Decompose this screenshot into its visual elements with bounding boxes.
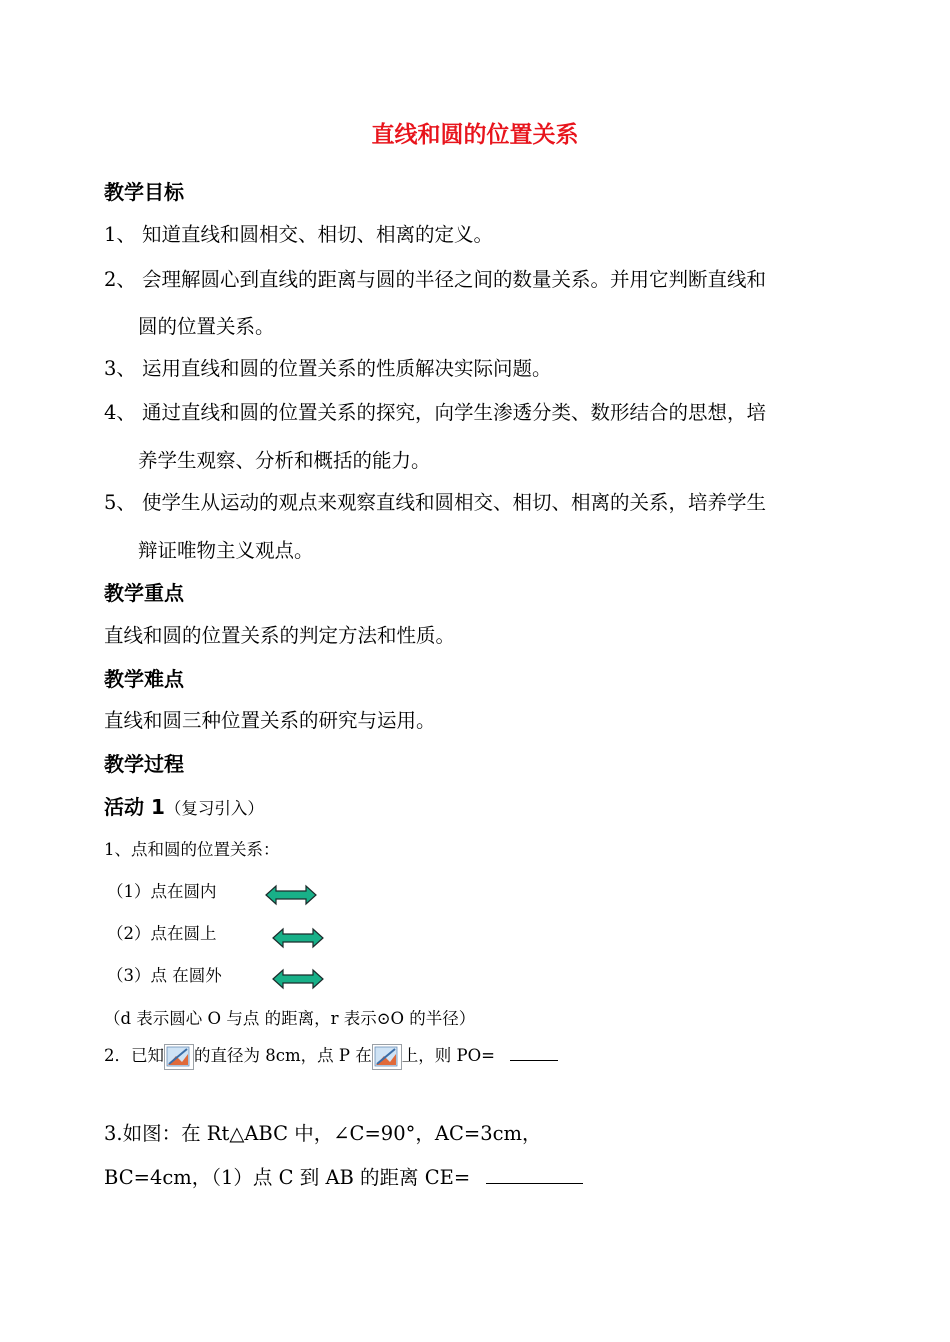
double-arrow-icon xyxy=(271,968,327,990)
activity-1-label: 活动 1 xyxy=(104,795,165,819)
goal-5-text: 使学生从运动的观点来观察直线和圆相交、相切、相离的关系，培养学生 xyxy=(142,491,767,514)
key-text: 直线和圆的位置关系的判定方法和性质。 xyxy=(104,624,456,647)
goal-2-text: 会理解圆心到直线的距离与圆的半径之间的数量关系。并用它判断直线和 xyxy=(142,268,767,291)
answer-blank xyxy=(486,1183,583,1184)
question-2-part-a: 2．已知 xyxy=(104,1046,164,1065)
question-3-text: BC=4cm，（1）点 C 到 AB 的距离 CE= xyxy=(104,1166,471,1189)
goal-2-number: 2、 xyxy=(104,268,136,291)
question-1-item-2: （2）点在圆上 xyxy=(107,924,217,943)
goal-1-number: 1、 xyxy=(104,223,136,246)
difficulty-heading: 教学难点 xyxy=(104,667,184,691)
key-heading: 教学重点 xyxy=(104,581,184,605)
goal-1-text: 知道直线和圆相交、相切、相离的定义。 xyxy=(142,223,494,246)
goal-4-number: 4、 xyxy=(104,401,136,424)
difficulty-text: 直线和圆三种位置关系的研究与运用。 xyxy=(104,709,436,732)
question-1-title: 1、点和圆的位置关系： xyxy=(104,840,280,859)
goal-4-text-cont: 养学生观察、分析和概括的能力。 xyxy=(138,449,431,472)
goal-5-text-cont: 辩证唯物主义观点。 xyxy=(138,539,314,562)
activity-1-subtitle: （复习引入） xyxy=(164,799,264,818)
process-heading: 教学过程 xyxy=(104,752,184,776)
goal-3-number: 3、 xyxy=(104,357,136,380)
question-2-part-b: 的直径为 8cm，点 P 在 xyxy=(194,1046,372,1065)
goal-2-text-cont: 圆的位置关系。 xyxy=(138,315,275,338)
question-2-line xyxy=(104,1042,558,1070)
question-1-item-1: （1）点在圆内 xyxy=(107,882,217,901)
question-1-note: （d 表示圆心 O 与点 的距离，r 表示⊙O 的半径） xyxy=(104,1009,476,1028)
question-3-line-2 xyxy=(104,1162,583,1190)
answer-blank xyxy=(510,1060,558,1061)
document-title: 直线和圆的位置关系 xyxy=(371,122,579,148)
question-1-item-3: （3）点 在圆外 xyxy=(107,966,222,985)
activity-1-line xyxy=(104,791,264,820)
double-arrow-icon xyxy=(264,884,320,906)
question-3-line-1: 3.如图：在 Rt△ABC 中，∠C=90°，AC=3cm， xyxy=(104,1122,542,1145)
goal-5-number: 5、 xyxy=(104,491,136,514)
goal-3-text: 运用直线和圆的位置关系的性质解决实际问题。 xyxy=(142,357,552,380)
broken-image-icon xyxy=(164,1044,194,1070)
question-2-part-c: 上，则 PO= xyxy=(401,1046,495,1065)
goal-4-text: 通过直线和圆的位置关系的探究，向学生渗透分类、数形结合的思想，培 xyxy=(142,401,767,424)
double-arrow-icon xyxy=(271,927,327,949)
goals-heading: 教学目标 xyxy=(104,180,184,204)
broken-image-icon xyxy=(372,1044,402,1070)
